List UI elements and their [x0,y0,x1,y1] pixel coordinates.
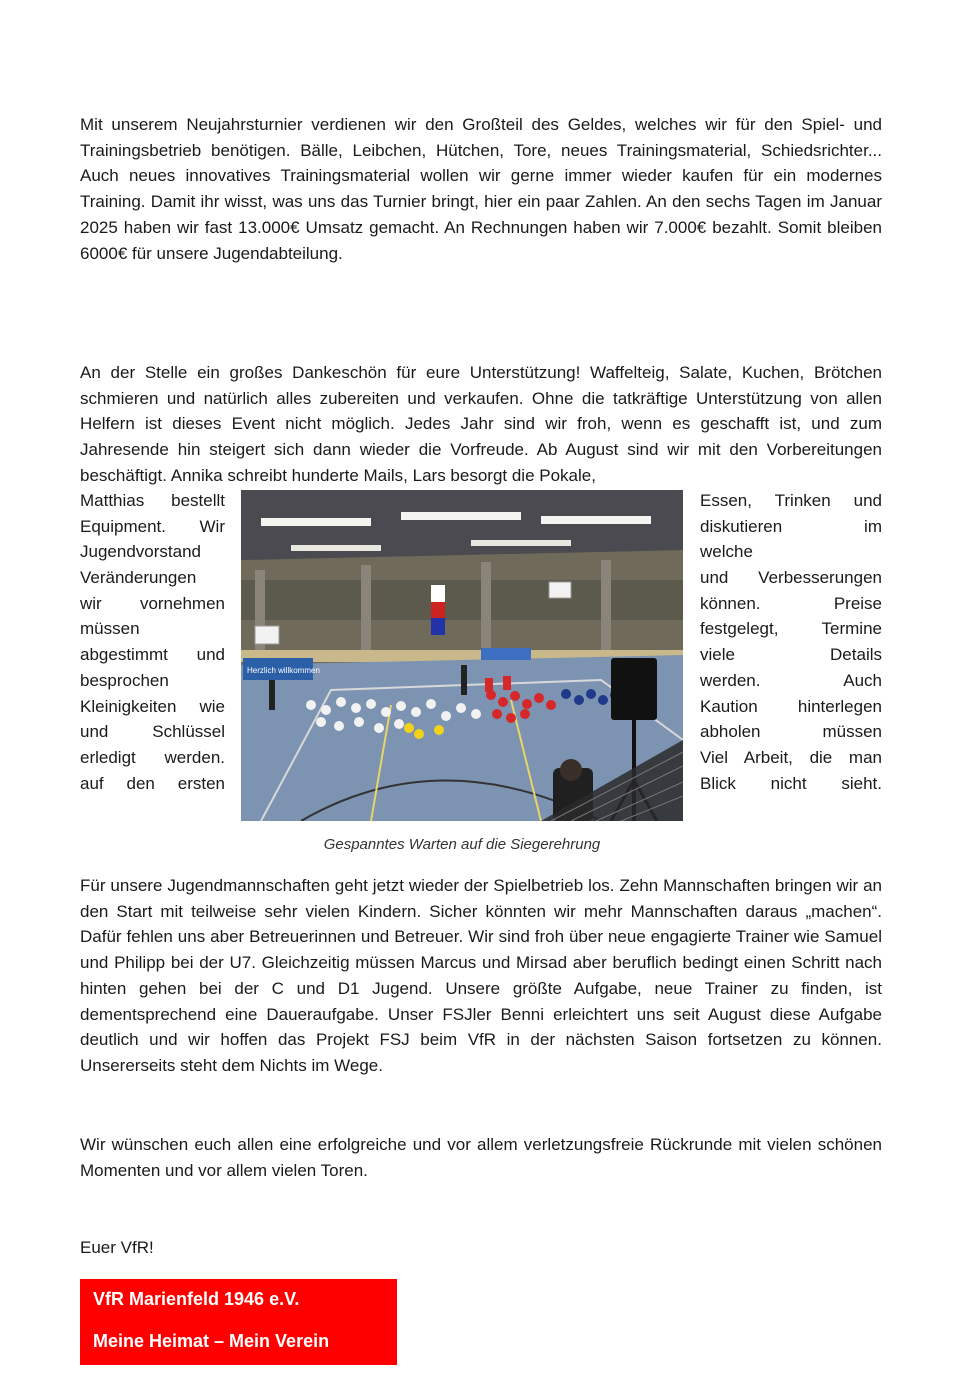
left-column-line: abgestimmt und [80,645,225,665]
paragraph-thanks: An der Stelle ein großes Dankeschön für eure Unterstützung! Waffelteig, Salate, Kuchen, Brötchen schmieren und natürlich alles zubereiten und verkaufen. Ohne die tatkräftige Unterstützung von allen Helfern ist dieses Event nicht möglich. Jedes Jahr sind wir froh, wenn es geschafft ist, und zum Jahresende hin steigert sich dann wieder die Vorfreude. Ab August sind wir mit den Vorbereitungen beschäftigt. Annika schreibt hunderte Mails, Lars besorgt die Pokale, [80,363,882,485]
paragraph-finances: Mit unserem Neujahrsturnier verdienen wir den Großteil des Geldes, welches wir für den Spiel- und Trainingsbetrieb benötigen. Bälle, Leibchen, Hütchen, Tore, neues Trainingsmaterial, Schiedsrichter... Auch neues innovatives Trainingsmaterial wollen wir gerne immer wieder kaufen für ein modernes Training. Damit ihr wisst, was uns das Turnier bringt, hier ein paar Zahlen. An den sechs Tagen im Januar 2025 haben wir fast 13.000€ Umsatz gemacht. An Rechnungen haben wir 7.000€ bezahlt. Somit bleiben 6000€ für unsere Jugendabteilung. [80,115,882,263]
left-column-line: Jugendvorstand [80,542,201,562]
right-column-line: viele Details [700,645,882,665]
left-column-line: Kleinigkeiten wie [80,696,225,716]
left-column-line: Equipment. Wir [80,516,225,536]
left-column-line: erledigt werden. [80,747,225,767]
right-column-line: werden. Auch [700,670,882,690]
right-column-line: können. Preise [700,593,882,613]
club-slogan: Meine Heimat – Mein Verein [93,1331,330,1351]
left-column-line: besprochen [80,670,169,690]
right-column-line: festgelegt, Termine [700,619,882,639]
photo-banner-text: Herzlich willkommen [247,666,320,675]
left-column-line: wir vornehmen [80,593,225,613]
left-column-line: Veränderungen [80,568,197,588]
club-name: VfR Marienfeld 1946 e.V. [93,1289,300,1309]
left-column-line: und Schlüssel [80,722,225,742]
left-column-line: müssen [80,619,140,639]
left-column-line: auf den ersten [80,773,225,793]
greeting: Euer VfR! [80,1238,154,1257]
paragraph-wishes: Wir wünschen euch allen eine erfolgreiche und vor allem verletzungsfreie Rückrunde mit vielen schönen Momenten und vor allem vielen Toren. [80,1135,882,1180]
right-column-line: Kaution hinterlegen [700,696,882,716]
right-column-line: diskutieren im [700,516,882,536]
right-column-line: Essen, Trinken und [700,491,882,510]
photo-caption: Gespanntes Warten auf die Siegerehrung [323,836,601,853]
right-column-line: abholen müssen [700,722,882,742]
right-column-line: Blick nicht sieht. [700,773,882,793]
paragraph-youth-teams: Für unsere Jugendmannschaften geht jetzt wieder der Spielbetrieb los. Zehn Mannschaften bringen wir an den Start mit teilweise sehr vielen Kindern. Sicher könnten wir mehr Mannschaften daraus „machen“. Dafür fehlen uns aber Betreuerinnen und Betreuer. Wir sind froh über neue engagierte Trainer wie Samuel und Philipp bei der U7. Gleichzeitig müssen Marcus und Mirsad aber beruflich bedingt einen Schritt nach hinten gehen bei der C und D1 Jugend. Unsere größte Aufgabe, neue Trainer zu finden, ist dementsprechend eine Daueraufgabe. Unser FSJler Benni erleichtert uns seit August diese Aufgabe deutlich und wir hoffen das Projekt FSJ beim VfR in der nächsten Saison fortsetzen zu können. Unsererseits steht dem Nichts im Wege. [80,876,882,1075]
paragraph-thanks-left-column [80,488,225,796]
left-column-line: Matthias bestellt [80,491,225,510]
right-column-line: und Verbesserungen [700,568,882,588]
right-column-line: Viel Arbeit, die man [700,747,882,767]
paragraph-thanks-right-column [700,488,882,796]
sports-hall-illustration [241,490,683,821]
right-column-line: welche [700,542,753,562]
tournament-photo [241,490,683,821]
club-banner [80,1279,397,1365]
